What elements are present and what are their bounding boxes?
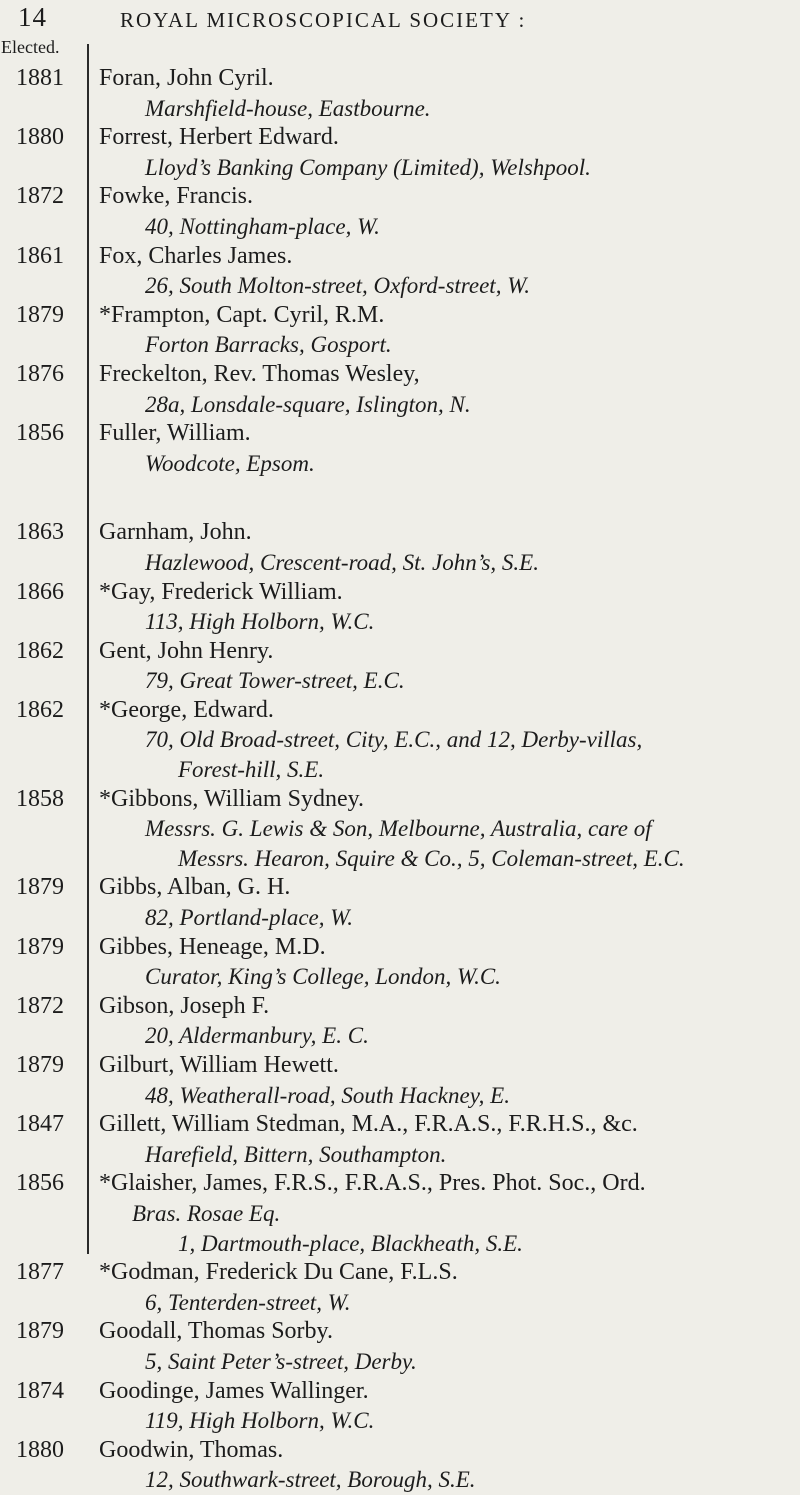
member-name: Goodwin, Thomas. [99,1436,284,1463]
election-year: 1880 [16,124,64,151]
member-address: 26, South Molton-street, Oxford-street, W. [145,273,530,299]
member-address: Forest-hill, S.E. [178,757,325,783]
member-name: *Godman, Frederick Du Cane, F.L.S. [99,1259,458,1286]
member-name: Goodinge, James Wallinger. [99,1377,369,1404]
address-row [0,390,800,420]
member-name: Forrest, Herbert Edward. [99,124,339,151]
member-entry [0,933,800,963]
election-year: 1879 [16,933,64,960]
member-name: Gilburt, William Hewett. [99,1052,339,1078]
member-address: 1, Dartmouth-place, Blackheath, S.E. [178,1230,523,1256]
member-entry [0,182,800,212]
member-name: *Frampton, Capt. Cyril, R.M. [99,301,385,328]
election-year: 1879 [16,301,64,328]
election-year: 1858 [16,785,64,812]
address-row [0,725,800,755]
election-year: 1879 [16,1052,64,1078]
member-address: 113, High Holborn, W.C. [145,609,375,635]
member-name: Gibson, Joseph F. [99,992,270,1019]
member-entry [0,1110,800,1140]
election-year: 1872 [16,183,64,210]
address-row [0,548,800,578]
member-entry [0,1169,800,1199]
address-row [0,666,800,696]
member-entry [0,873,800,903]
member-entry [0,696,800,726]
member-name: Gent, John Henry. [99,637,274,664]
election-year: 1881 [16,65,64,91]
address-row [0,844,800,874]
address-row [0,94,800,124]
address-row [0,1406,800,1436]
election-year: 1877 [16,1259,64,1286]
election-year: 1880 [16,1436,64,1463]
election-year: 1861 [16,242,64,269]
member-address: 82, Portland-place, W. [145,905,354,931]
election-year: 1856 [16,1170,64,1197]
address-row [0,1021,800,1051]
member-name: Fox, Charles James. [99,242,293,269]
election-year: 1876 [16,360,64,387]
election-year: 1862 [16,637,64,664]
member-address: Woodcote, Epsom. [145,450,315,476]
member-address: Forton Barracks, Gosport. [145,332,392,358]
address-row [0,1140,800,1170]
election-year: 1856 [16,420,64,447]
member-name: *Glaisher, James, F.R.S., F.R.A.S., Pres. Phot. Soc., Ord. [99,1170,646,1197]
member-entry [0,419,800,449]
election-year: 1863 [16,519,64,546]
member-name: Fowke, Francis. [99,183,253,210]
election-year: 1874 [16,1377,64,1404]
address-row [0,607,800,637]
address-row [0,1465,800,1495]
member-address: Marshfield-house, Eastbourne. [145,95,431,121]
member-address: 28a, Lonsdale-square, Islington, N. [145,391,471,417]
member-name: Garnham, John. [99,519,252,546]
member-entry [0,64,800,94]
member-name: Freckelton, Rev. Thomas Wesley, [99,360,420,387]
member-list [0,64,800,1495]
member-address: Harefield, Bittern, Southampton. [145,1141,447,1167]
address-row [0,271,800,301]
member-entry [0,637,800,667]
election-year: 1872 [16,992,64,1019]
member-entry [0,242,800,272]
address-row [0,212,800,242]
member-name: Gibbs, Alban, G. H. [99,874,291,901]
member-address: Curator, King’s College, London, W.C. [145,964,501,990]
address-row [0,962,800,992]
member-name: Gibbes, Heneage, M.D. [99,933,326,960]
member-address: 119, High Holborn, W.C. [145,1408,375,1434]
address-row [0,814,800,844]
address-row [0,1081,800,1111]
member-name: Gillett, William Stedman, M.A., F.R.A.S., F.R.H.S., &c. [99,1111,638,1138]
address-row [0,449,800,479]
member-address: 5, Saint Peter’s-street, Derby. [145,1348,417,1374]
member-name: *Gibbons, William Sydney. [99,785,365,812]
address-row [0,1229,800,1259]
member-address: Bras. Rosae Eq. [132,1200,281,1226]
member-entry [0,123,800,153]
member-name: *George, Edward. [99,696,274,723]
election-year: 1847 [16,1111,64,1138]
address-row [0,1347,800,1377]
election-year: 1862 [16,696,64,723]
member-address: Messrs. Hearon, Squire & Co., 5, Coleman-street, E.C. [178,845,685,871]
member-entry [0,992,800,1022]
address-row [0,903,800,933]
address-row [0,1199,800,1229]
member-name: Goodall, Thomas Sorby. [99,1318,333,1345]
address-row [0,153,800,183]
address-row [0,1288,800,1318]
election-year: 1866 [16,578,64,605]
member-entry [0,1051,800,1081]
running-head: ROYAL MICROSCOPICAL SOCIETY : [120,8,527,32]
member-address: 6, Tenterden-street, W. [145,1289,351,1315]
entries-group-f [0,64,800,478]
member-entry [0,785,800,815]
election-year: 1879 [16,1318,64,1345]
member-address: Lloyd’s Banking Company (Limited), Welshpool. [145,154,591,180]
member-entry [0,1436,800,1466]
member-address: Hazlewood, Crescent-road, St. John’s, S.E. [145,549,539,575]
section-gap [0,478,800,518]
address-row [0,330,800,360]
member-address: 12, Southwark-street, Borough, S.E. [145,1467,476,1493]
member-entry [0,1317,800,1347]
member-address: 48, Weatherall-road, South Hackney, E. [145,1082,510,1108]
member-address: 20, Aldermanbury, E. C. [145,1023,369,1049]
member-entry [0,1377,800,1407]
member-name: Fuller, William. [99,420,251,447]
member-entry [0,518,800,548]
member-address: 70, Old Broad-street, City, E.C., and 12, Derby-villas, [145,727,643,753]
member-name: *Gay, Frederick William. [99,578,343,605]
member-address: Messrs. G. Lewis & Son, Melbourne, Australia, care of [145,816,652,842]
member-address: 79, Great Tower-street, E.C. [145,668,405,694]
page-number: 14 [18,2,47,32]
member-entry [0,301,800,331]
member-name: Foran, John Cyril. [99,65,274,91]
election-year: 1879 [16,874,64,901]
address-row [0,755,800,785]
member-entry [0,578,800,608]
member-entry [0,1258,800,1288]
member-address: 40, Nottingham-place, W. [145,213,380,239]
elected-column-label: Elected. [1,37,60,57]
entries-group-g [0,518,800,1495]
page-header [0,2,800,36]
member-entry [0,360,800,390]
